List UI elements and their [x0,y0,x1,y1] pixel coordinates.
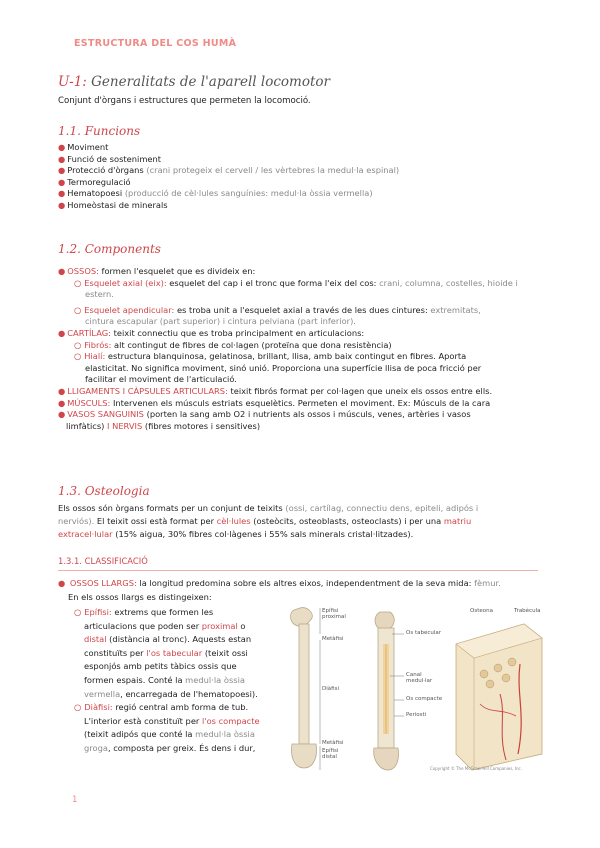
ossos-llargs-cont: En els ossos llargs es distingeixen: [68,591,212,602]
label-os-compacte: Os compacte [406,696,443,702]
section-title-funcions: 1.1. Funcions [58,124,141,138]
section-title-osteologia: 1.3. Osteologia [58,484,150,498]
unit-title-text: Generalitats de l'aparell locomotor [91,74,330,90]
list-item: ● Hematopoesi (producció de cèl·lules sanguínies: medul·la òssia vermella) [58,188,373,199]
sub-item-axial-cont: estern. [85,289,114,300]
osteologia-paragraph: Els ossos són òrgans formats per un conjunt de teixits (ossi, cartílag, connectiu dens, epiteli, adipós i nerviós). El teixit ossi està format per cèl·lules (osteòcits, osteoblasts, osteoclasts) i per una matriu extracel·lular (15% aigua, 30% fibres col·làgenes i 55% sals minerals cristal·litzades). [58,503,479,539]
bone-figure [280,604,554,776]
list-item-ossos-llargs: ● OSSOS LLARGS: la longitud predomina sobre els altres eixos, independentment de la seva mida: fèmur. [58,578,501,588]
ossos-llargs-block [58,578,538,603]
list-item: ● Moviment [58,142,109,152]
intro-text: Conjunt d'òrgans i estructures que permeten la locomoció. [58,96,311,106]
diafisi-line: ○ Diàfisi: regió central amb forma de tub. [74,702,249,713]
sub-item-hiali-cont: facilitar el moviment de l'articulació. [85,374,237,385]
bone-tissue-block-illustration [456,624,542,770]
sub-item-fibros: ○ Fibrós: alt contingut de fibres de col·lagen (proteïna que dona resistència) [74,339,392,350]
sub-item-hiali: ○ Hialí: estructura blanquinosa, gelatinosa, brillant, llisa, amb baix contingut en fibres. Aporta [74,351,467,362]
list-item: ● Funció de sosteniment [58,153,162,164]
label-metafisi-top: Metàfisi [322,636,344,642]
list-item-vasos: ● VASOS SANGUINIS (porten la sang amb O2 i nutrients als ossos i músculs, venes, artèries i vasos [58,409,471,420]
epifisi-line: ○ Epífisi: extrems que formen les [74,607,214,617]
list-item-lligaments: ● LLIGAMENTS I CÀPSULES ARTICULARS: teixit fibrós format per col·lagen que uneix els ossos entre ells. [58,385,493,396]
label-metafisi-bottom: Metàfisi [322,740,344,746]
list-item-muscles: ● MÚSCULS: Intervenen els músculs estriats esquelètics. Permeten el moviment. Ex: Músculs de la cara [58,397,491,408]
page-number: 1 [72,795,78,805]
subsection-divider [58,570,538,571]
unit-title [58,74,330,90]
unit-number: U-1: [58,74,87,90]
sub-item-hiali-cont: elasticitat. No significa moviment, sinó unió. Proporciona una superfície llisa de poca fricció per [85,362,482,373]
label-diafisi: Diàfisi [322,686,339,692]
list-item: ● Homeòstasi de minerals [58,199,168,210]
label-canal-medullar: Canal medul·lar [406,672,433,684]
label-epifisi-distal: Epífisi distal [322,748,339,760]
label-trabecula: Trabècula [514,608,541,614]
page-header: ESTRUCTURA DEL COS HUMÀ [74,38,237,49]
label-epifisi-proximal: Epífisi proximal [322,608,346,620]
list-item: ● Termoregulació [58,176,131,187]
label-os-tabecular: Os tabecular [406,630,442,636]
epifisi-diafisi-text: ○ Epífisi: extrems que formen les articulacions que poden ser proximal o distal (distància al tronc). Aquests estan constituïts per l'os tabecular (teixit ossi esponjós amb petits tàbics ossis que formen espais. Conté la medul·la òssia vermella, encarregada de l'hematopoesi). ○ Diàfisi: regió central amb forma de tub. L'interior està constituït per l'os compacte (teixit adipós que conté la medul·la òssia groga, composta per greix. És dens i dur, [74,606,274,756]
subsection-title-classificacio: 1.3.1. CLASSIFICACIÓ [58,556,148,566]
sub-item-apendicular-cont: cintura escapular (part superior) i cintura pelviana (part inferior). [85,316,356,327]
components-list [58,266,528,432]
sub-item-axial: ○ Esquelet axial (eix): esquelet del cap i el tronc que forma l'eix del cos: crani, columna, costelles, hioide i [74,277,518,288]
label-osteona: Osteona [470,608,493,614]
section-title-components: 1.2. Components [58,242,161,256]
figure-credit: Copyright © The McGraw-Hill Companies, Inc. [430,766,523,771]
list-item-ossos: ● OSSOS: formen l'esquelet que es divideix en: [58,266,256,276]
list-item-vasos-cont: limfàtics) I NERVIS (fibres motores i sensitives) [66,420,261,431]
label-periosti: Periosti [406,712,427,718]
list-item: ● Protecció d'òrgans (crani protegeix el cervell / les vèrtebres la medul·la espinal) [58,165,400,176]
list-item-cartilag: ● CARTÍLAG: teixit connectiu que es troba principalment en articulacions: [58,327,365,338]
sub-item-apendicular: ○ Esquelet apendicular: es troba unit a l'esquelet axial a través de les dues cintures: extremitats, [74,304,481,315]
funcions-list [58,142,399,212]
femur-illustration [291,608,320,770]
bone-section-illustration [374,612,404,770]
